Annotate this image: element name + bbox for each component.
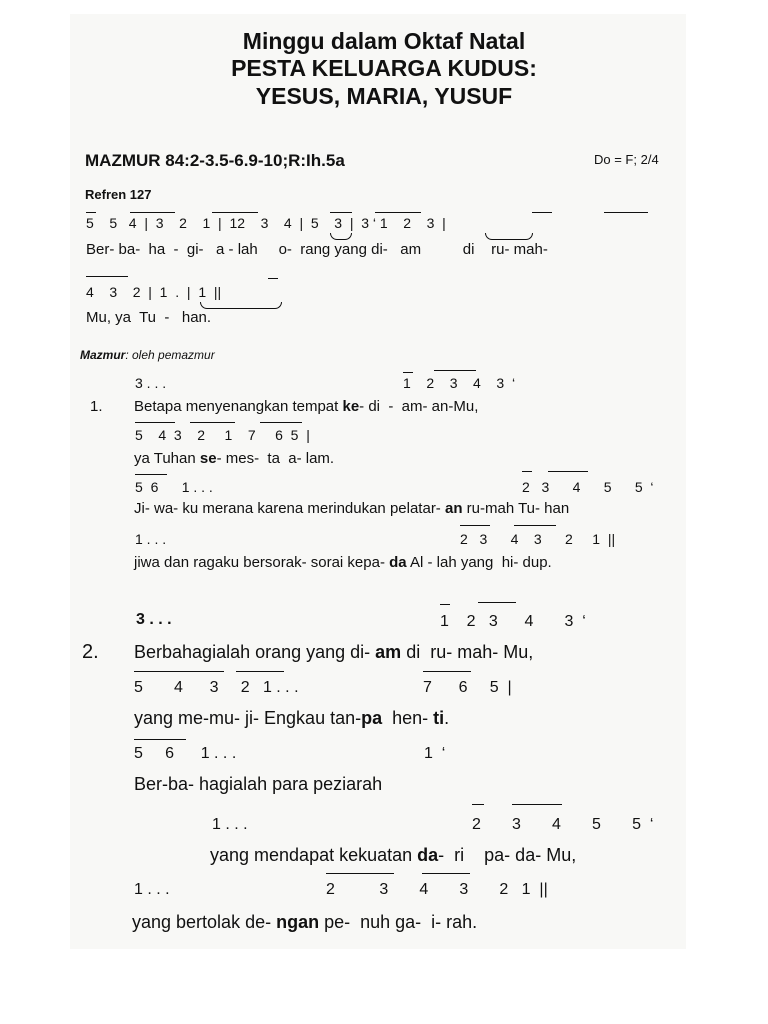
- verse1-notes-line-3a: 5 6 1 . . .: [135, 479, 213, 495]
- page-title-line-1: Minggu dalam Oktaf Natal: [242, 28, 526, 54]
- psalm-heading: MAZMUR 84:2-3.5-6.9-10;R:Ih.5a: [85, 151, 345, 170]
- verse1-notes-line-1a: 3 . . .: [135, 375, 167, 391]
- refrain-lyrics-line-2: Mu, ya Tu - han.: [86, 309, 212, 326]
- refrain-lyrics-line-1: Ber- ba- ha - gi- a - lah o- rang yang di- am di ru- mah-: [86, 241, 548, 258]
- verse2-notes-line-1b: 1 2 3 4 3 ‘: [440, 613, 586, 630]
- refrain-notes-line-2: 4 3 2 | 1 . | 1 ||: [86, 284, 222, 300]
- verse2-notes-line-2b: 7 6 5 |: [423, 679, 512, 696]
- refrain-notes-line-1: 5 5 4 | 3 2 1 | 12 3 4 | 5 3 | 3 ‘ 1 2 3 |: [86, 215, 446, 231]
- verse1-number: 1.: [90, 398, 103, 415]
- verse1-lyrics-line-1: Betapa menyenangkan tempat ke- di - am- an-Mu,: [134, 398, 479, 415]
- verse1-notes-line-2: 5 4 3 2 1 7 6 5 |: [135, 427, 310, 443]
- verse2-notes-line-5b: 2 3 4 3 2 1 ||: [326, 881, 548, 898]
- verse1-notes-line-3b: 2 3 4 5 5 ‘: [522, 479, 654, 495]
- verse1-notes-line-4b: 2 3 4 3 2 1 ||: [460, 531, 616, 547]
- verse1-lyrics-line-2: ya Tuhan se- mes- ta a- lam.: [134, 450, 335, 467]
- key-signature: Do = F; 2/4: [594, 152, 659, 167]
- page-title-line-3: YESUS, MARIA, YUSUF: [255, 83, 513, 109]
- verse2-lyrics-line-2: yang me-mu- ji- Engkau tan-pa hen- ti.: [134, 708, 450, 728]
- verse2-lyrics-line-5: yang bertolak de- ngan pe- nuh ga- i- rah.: [132, 912, 478, 932]
- verse2-notes-line-5a: 1 . . .: [134, 881, 170, 898]
- verse1-notes-line-1b: 1 2 3 4 3 ‘: [403, 375, 516, 391]
- refrain-label: Refren 127: [85, 187, 152, 202]
- verse1-lyrics-line-4: jiwa dan ragaku bersorak- sorai kepa- da Al - lah yang hi- dup.: [134, 554, 552, 571]
- verse2-lyrics-line-1: Berbahagialah orang yang di- am di ru- mah- Mu,: [134, 642, 534, 662]
- verse1-notes-line-4a: 1 . . .: [135, 531, 167, 547]
- verse1-lyrics-line-3: Ji- wa- ku merana karena merindukan pelatar- an ru-mah Tu- han: [134, 500, 570, 517]
- verses-label: Mazmur: oleh pemazmur: [80, 348, 215, 362]
- verse2-notes-line-4a: 1 . . .: [212, 816, 248, 833]
- verse2-number: 2.: [82, 641, 99, 663]
- verse2-notes-line-1a: 3 . . .: [136, 611, 172, 628]
- page-title-line-2: PESTA KELUARGA KUDUS:: [231, 55, 537, 81]
- verse2-notes-line-2a: 5 4 3 2 1 . . .: [134, 679, 299, 696]
- verse2-notes-line-3a: 5 6 1 . . .: [134, 745, 237, 762]
- verse2-lyrics-line-3: Ber-ba- hagialah para peziarah: [134, 774, 383, 794]
- verse2-lyrics-line-4: yang mendapat kekuatan da- ri pa- da- Mu,: [210, 845, 577, 865]
- verse2-notes-line-4b: 2 3 4 5 5 ‘: [472, 816, 654, 833]
- verse2-notes-line-3b: 1 ‘: [424, 745, 446, 762]
